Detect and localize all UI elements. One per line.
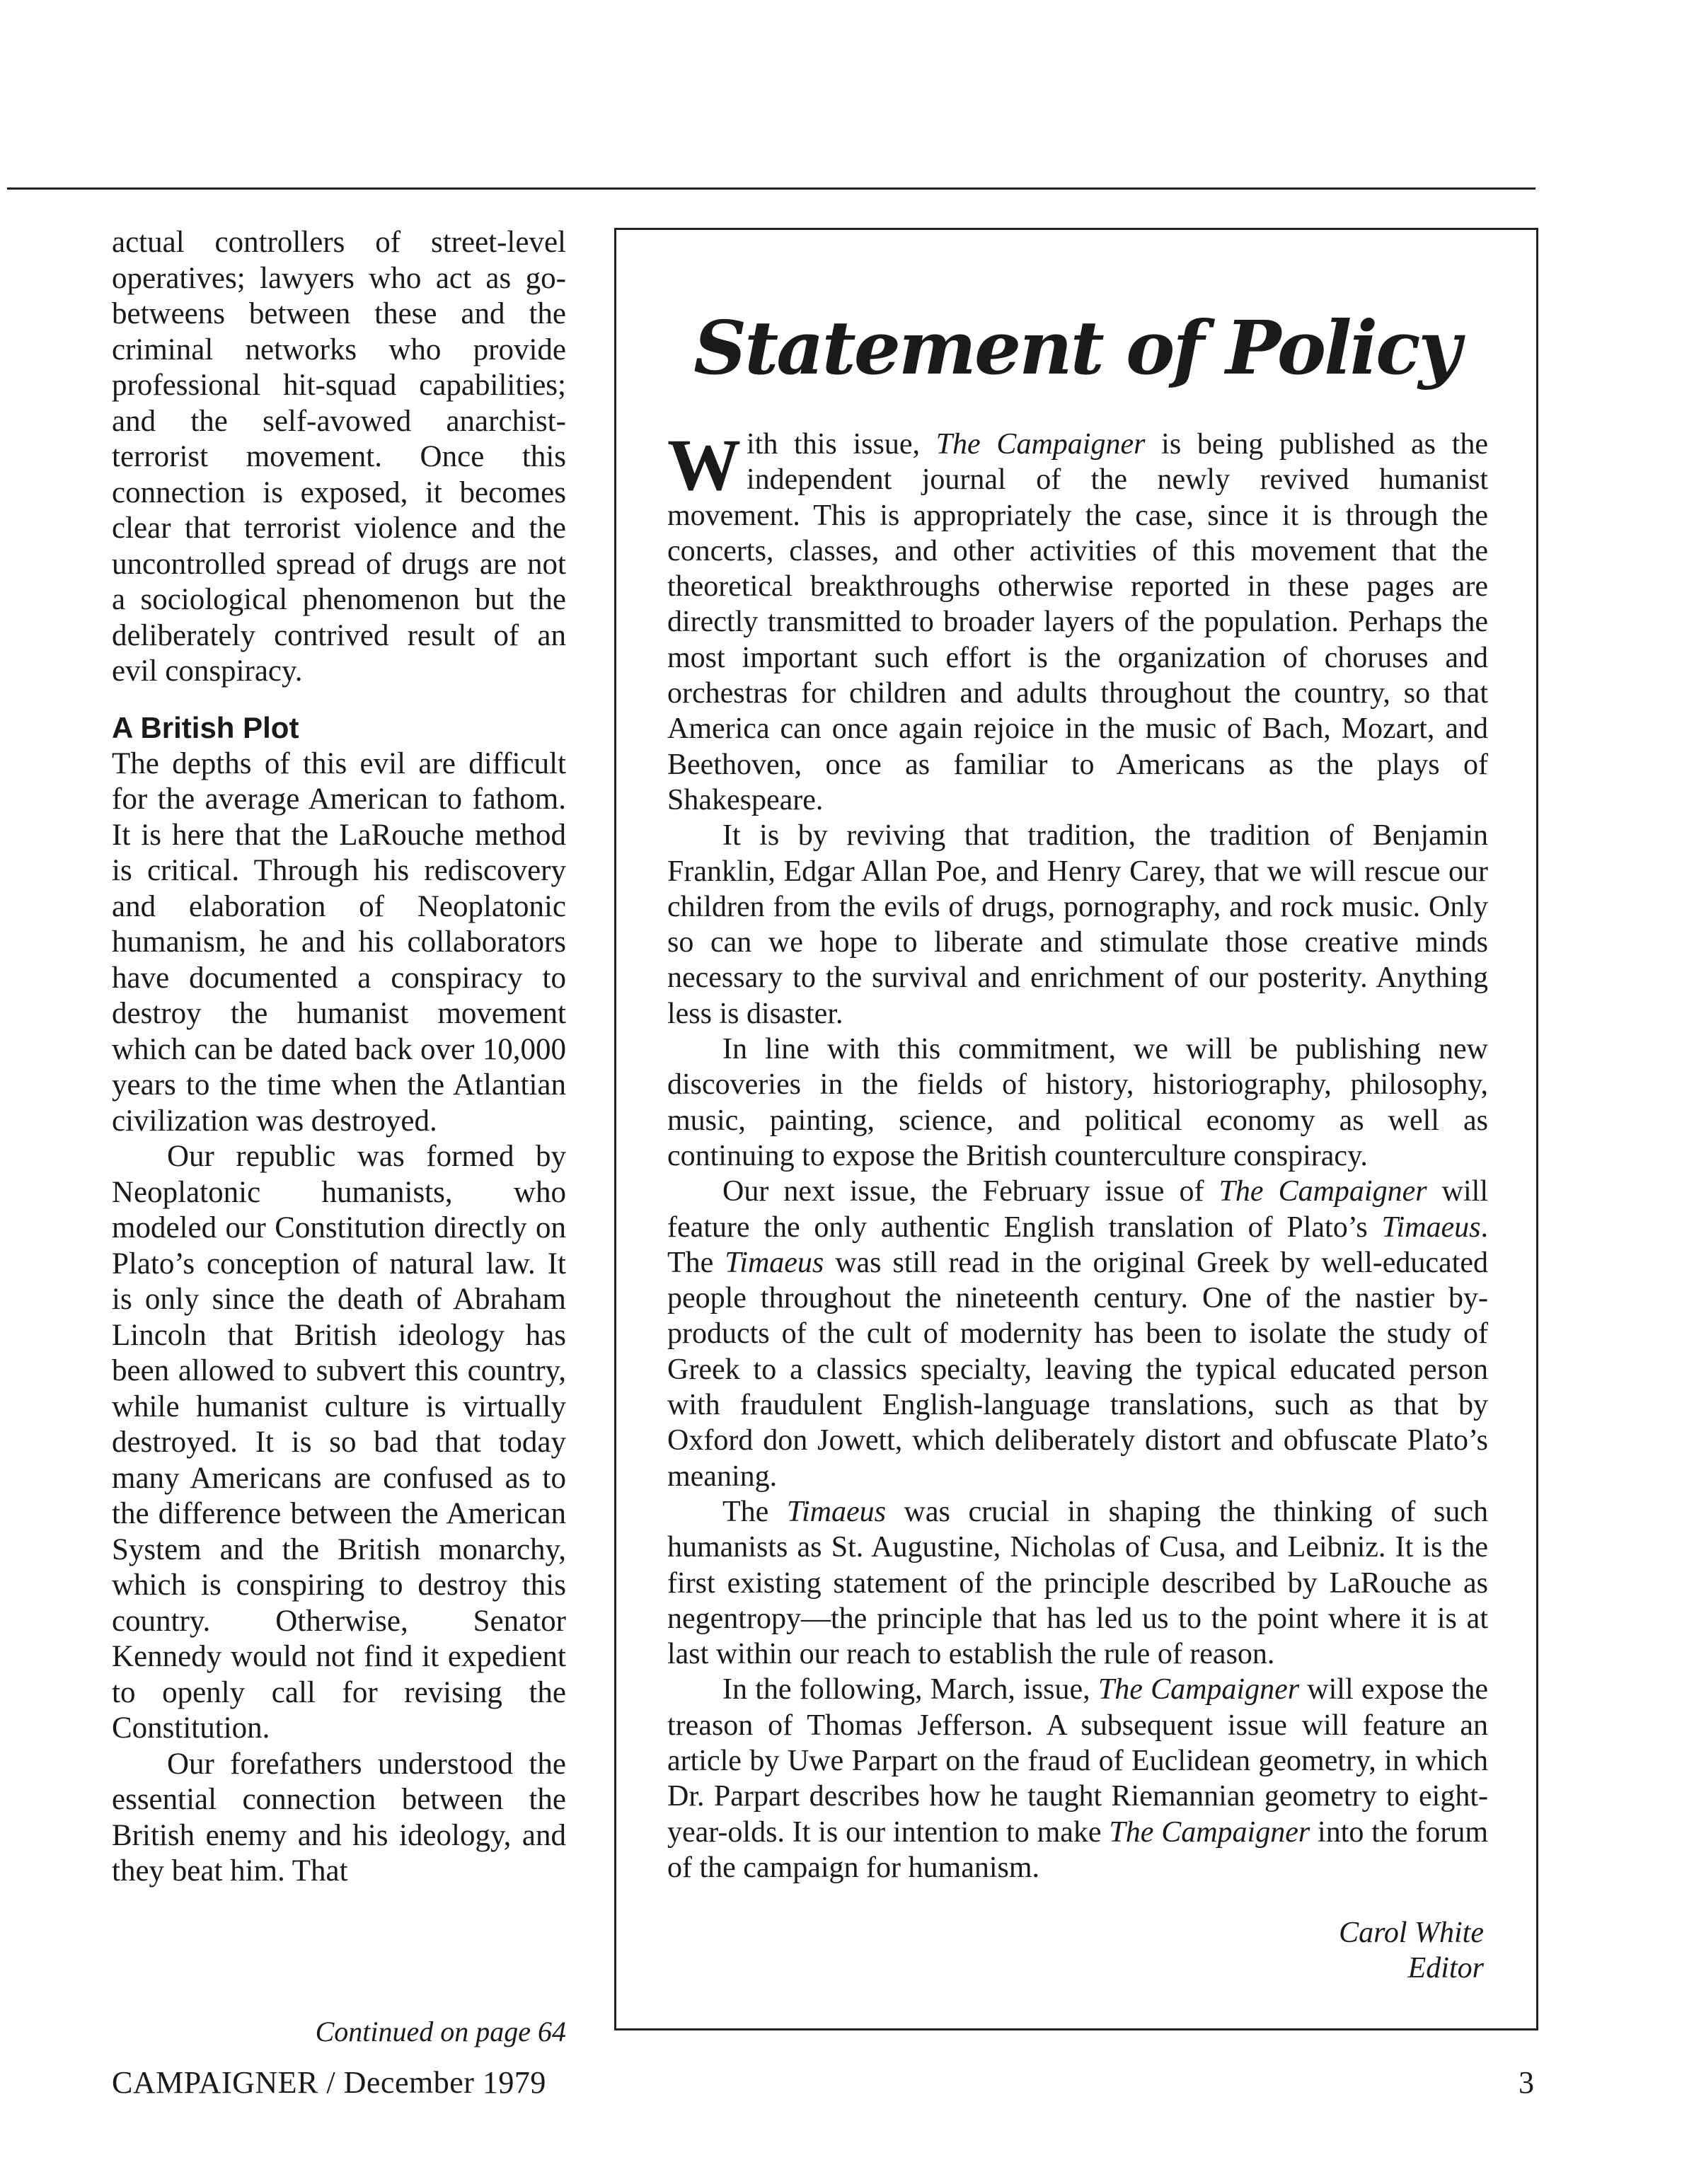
continued-on-page-link[interactable]: Continued on page 64 (315, 2016, 566, 2047)
page-number: 3 (1519, 2065, 1534, 2100)
policy-text: will expose the treason of Thomas Jefferson. A subsequent issue will feature an article by Uwe Parpart on the fraud of Euclidean geometry, in which Dr. Parpart describes how he taught Riemannian geometry to eight-year-olds. It is our intention to make (667, 1673, 1488, 1849)
policy-text: . The (667, 1211, 1488, 1279)
policy-paragraph (667, 1174, 1488, 1494)
policy-text: The (722, 1495, 787, 1528)
policy-paragraph (667, 1494, 1488, 1672)
policy-text: will feature the only authentic English translation of Plato’s (667, 1175, 1488, 1244)
footer-publication: CAMPAIGNER / December 1979 (112, 2065, 546, 2100)
article-paragraph: Our forefathers understood the essential connection between the British enemy and his ideology, and they beat him. That (112, 1747, 566, 1888)
header-rule (7, 187, 1535, 190)
publication-title: The Campaigner (935, 428, 1146, 461)
policy-paragraph: It is by reviving that tradition, the tradition of Benjamin Franklin, Edgar Allan Poe, and Henry Carey, that we will rescue our children from the evils of drugs, pornography, and rock music. Only so can we hope to liberate and stimulate those creative minds necessary to the survival and enrichment of our posterity. Anything less is disaster. (667, 819, 1488, 1030)
policy-text: was crucial in shaping the thinking of such humanists as St. Augustine, Nicholas of Cusa, and Leibniz. It is the first existing statement of the principle described by LaRouche as negentropy—the principle that has led us to the point where it is at last within our reach to establish the rule of reason. (667, 1495, 1488, 1671)
article-paragraph: Our republic was formed by Neoplatonic humanists, who modeled our Constitution directly on Plato’s conception of natural law. It is only since the death of Abraham Lincoln that British ideology has been allowed to subvert this country, while humanist culture is virtually destroyed. It is so bad that today many Americans are confused as to the difference between the American System and the British monarchy, which is conspiring to destroy this country. Otherwise, Senator Kennedy would not find it expedient to openly call for revising the Constitution. (112, 1140, 566, 1745)
policy-text: Our next issue, the February issue of (722, 1175, 1219, 1208)
policy-text: In the following, March, issue, (722, 1673, 1098, 1706)
signature-name: Carol White (1339, 1917, 1484, 1949)
left-column-article (112, 225, 566, 1890)
work-title: Timaeus (725, 1246, 824, 1279)
publication-title: The Campaigner (1097, 1673, 1300, 1706)
signature-title: Editor (1407, 1952, 1484, 1984)
policy-text: was still read in the original Greek by well-educated people throughout the nineteenth century. One of the nastier by-products of the cult of modernity has been to isolate the study of Greek to a classics specialty, leaving the typical educated person with fraudulent English-language translations, such as that by Oxford don Jowett, which deliberately distort and obfuscate Plato’s meaning. (667, 1246, 1489, 1493)
policy-text: ith this issue, (747, 428, 936, 461)
article-paragraph: The depths of this evil are difficult for the average American to fathom. It is here that the LaRouche method is critical. Through his rediscovery and elaboration of Neoplatonic humanism, he and his collaborators have documented a conspiracy to destroy the humanist movement which can be dated back over 10,000 years to the time when the Atlantian civilization was destroyed. (112, 746, 566, 1138)
policy-text: into the forum of the campaign for humanism. (667, 1815, 1488, 1884)
policy-paragraph (667, 1672, 1488, 1885)
publication-title: The Campaigner (1218, 1175, 1427, 1208)
statement-of-policy-box (614, 228, 1538, 2030)
work-title: Timaeus (786, 1495, 886, 1528)
policy-paragraph: In line with this commitment, we will be publishing new discoveries in the fields of history, historiography, philosophy, music, painting, science, and political economy as well as continuing to expose the British counterculture conspiracy. (667, 1033, 1488, 1172)
work-title: Timaeus (1381, 1211, 1481, 1244)
policy-text: is being published as the independent journal of the newly revived humanist movement. This is appropriately the case, since it is through the concerts, classes, and other activities of this movement that the theoretical breakthroughs otherwise reported in these pages are directly transmitted to broader layers of the population. Perhaps the most important such effort is the organization of choruses and orchestras for children and adults throughout the country, so that America can once again rejoice in the music of Bach, Mozart, and Beethoven, once as familiar to Americans as the plays of Shakespeare. (667, 428, 1489, 816)
drop-cap: W (667, 424, 741, 506)
editor-signature (1339, 1915, 1484, 1986)
publication-title: The Campaigner (1109, 1815, 1310, 1849)
section-heading: A British Plot (112, 710, 299, 744)
policy-title: Statement of Policy (693, 304, 1459, 391)
policy-paragraph (667, 424, 1489, 818)
policy-body (667, 424, 1489, 1885)
article-paragraph: actual controllers of street-level operatives; lawyers who act as go-betweens between these and the criminal networks who provide professional hit-squad capabilities; and the self-avowed anarchist-terrorist movement. Once this connection is exposed, it becomes clear that terrorist violence and the uncontrolled spread of drugs are not a sociological phenomenon but the deliberately contrived result of an evil conspiracy. (112, 226, 566, 688)
